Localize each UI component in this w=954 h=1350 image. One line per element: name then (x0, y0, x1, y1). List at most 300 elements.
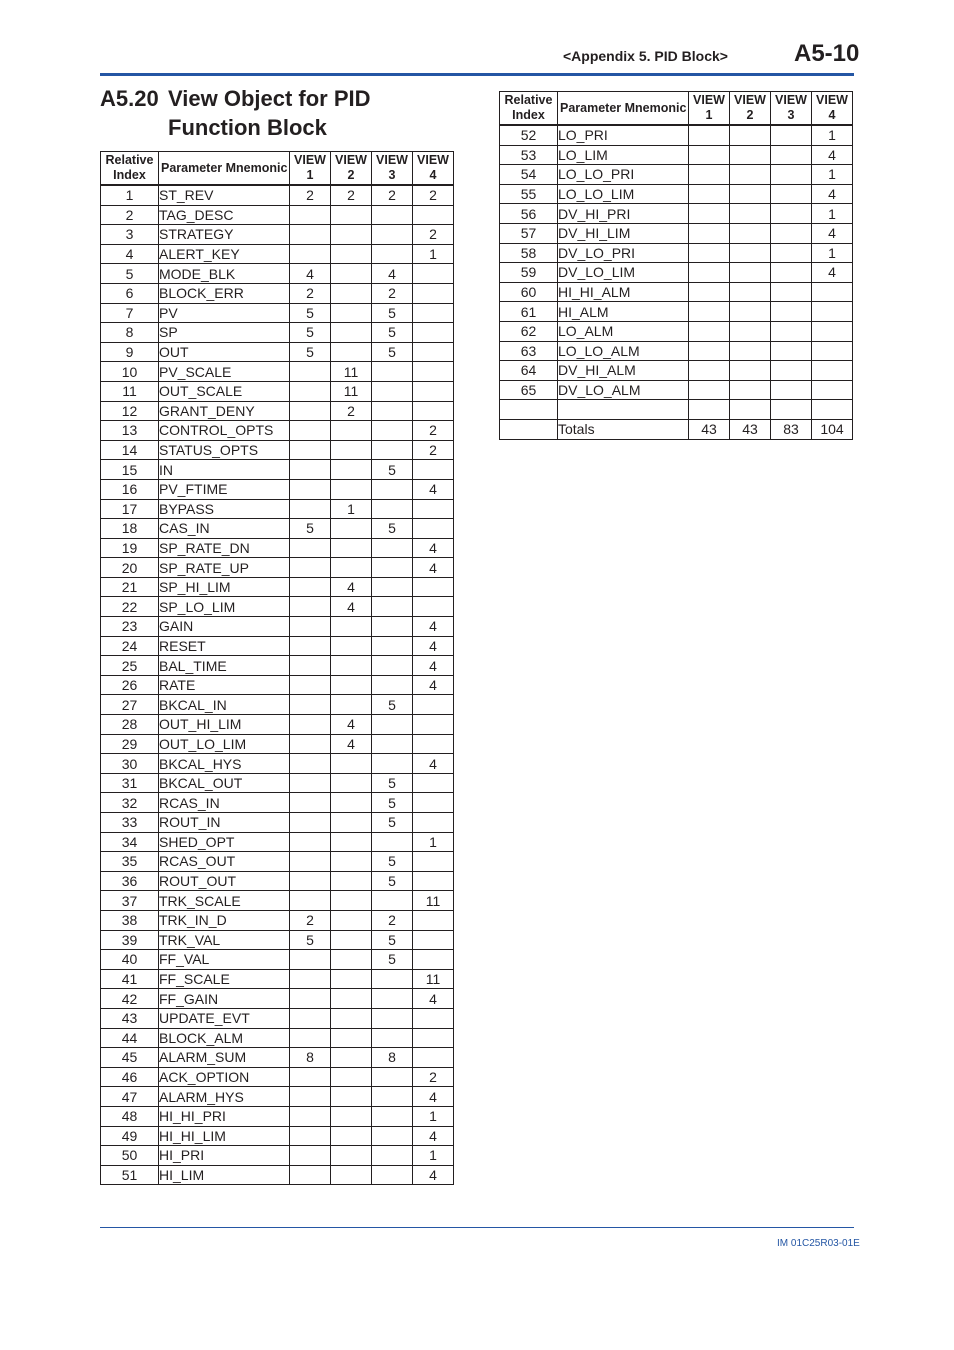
cell-view-1 (689, 282, 730, 302)
cell-view-1 (290, 440, 331, 460)
cell-view-3 (372, 832, 413, 852)
table-row (101, 1146, 454, 1166)
cell-view-2 (331, 813, 372, 833)
cell-view-2: 43 (730, 419, 771, 439)
cell-parameter-mnemonic: TAG_DESC (159, 205, 290, 225)
cell-view-2 (730, 361, 771, 381)
table-row (101, 734, 454, 754)
cell-parameter-mnemonic: BKCAL_IN (159, 695, 290, 715)
cell-view-4: 4 (413, 558, 454, 578)
cell-relative-index: 2 (101, 205, 159, 225)
cell-view-2: 2 (331, 185, 372, 205)
cell-view-2 (331, 617, 372, 637)
cell-view-3 (372, 440, 413, 460)
cell-view-4: 4 (413, 675, 454, 695)
cell-view-4: 4 (413, 656, 454, 676)
cell-view-1 (290, 1146, 331, 1166)
cell-relative-index: 18 (101, 519, 159, 539)
table-row (101, 225, 454, 245)
cell-view-3: 5 (372, 773, 413, 793)
cell-view-2 (331, 695, 372, 715)
cell-view-1 (689, 243, 730, 263)
column-header-parameter-mnemonic: Parameter Mnemonic (558, 92, 689, 126)
cell-view-1 (290, 656, 331, 676)
cell-view-3 (372, 656, 413, 676)
cell-view-1 (290, 381, 331, 401)
table-row (101, 362, 454, 382)
table-row (101, 1126, 454, 1146)
cell-view-4: 4 (812, 145, 853, 165)
cell-view-3: 5 (372, 342, 413, 362)
cell-parameter-mnemonic: UPDATE_EVT (159, 1008, 290, 1028)
table-row (101, 969, 454, 989)
table-header (101, 152, 454, 186)
table-row (101, 813, 454, 833)
cell-view-1 (290, 734, 331, 754)
cell-view-1 (689, 165, 730, 185)
table-row (101, 793, 454, 813)
cell-view-1 (290, 1126, 331, 1146)
cell-parameter-mnemonic: ROUT_OUT (159, 871, 290, 891)
cell-view-4: 4 (413, 1126, 454, 1146)
table-row (101, 597, 454, 617)
cell-view-1 (689, 380, 730, 400)
table-row (500, 282, 853, 302)
cell-parameter-mnemonic: TRK_VAL (159, 930, 290, 950)
cell-view-3: 5 (372, 930, 413, 950)
cell-view-3 (372, 225, 413, 245)
cell-relative-index: 20 (101, 558, 159, 578)
cell-view-1 (290, 813, 331, 833)
cell-view-4 (413, 460, 454, 480)
cell-view-3: 4 (372, 264, 413, 284)
cell-view-2 (331, 1087, 372, 1107)
cell-view-3 (372, 617, 413, 637)
cell-view-1: 8 (290, 1048, 331, 1068)
table-row (500, 419, 853, 439)
cell-view-1 (290, 1008, 331, 1028)
table-row (101, 617, 454, 637)
cell-parameter-mnemonic: LO_LIM (558, 145, 689, 165)
cell-view-4: 2 (413, 440, 454, 460)
cell-view-4 (413, 871, 454, 891)
cell-view-2 (331, 205, 372, 225)
cell-view-4 (413, 1028, 454, 1048)
cell-view-4: 1 (413, 832, 454, 852)
cell-view-2 (331, 832, 372, 852)
cell-view-2 (331, 1067, 372, 1087)
table-row (500, 204, 853, 224)
cell-relative-index: 41 (101, 969, 159, 989)
cell-parameter-mnemonic: HI_LIM (159, 1165, 290, 1185)
cell-parameter-mnemonic: DV_LO_PRI (558, 243, 689, 263)
cell-parameter-mnemonic: BAL_TIME (159, 656, 290, 676)
section-title-line1 (100, 84, 371, 113)
header-rule (100, 73, 854, 76)
cell-parameter-mnemonic: STRATEGY (159, 225, 290, 245)
cell-view-4 (413, 695, 454, 715)
cell-relative-index: 63 (500, 341, 558, 361)
section-title-line2: Function Block (168, 115, 327, 140)
cell-relative-index: 15 (101, 460, 159, 480)
cell-relative-index: 25 (101, 656, 159, 676)
cell-view-4: 4 (413, 617, 454, 637)
cell-view-1 (290, 617, 331, 637)
table-row (500, 184, 853, 204)
cell-view-2 (331, 519, 372, 539)
cell-view-2 (331, 950, 372, 970)
cell-view-3 (771, 263, 812, 283)
cell-relative-index: 33 (101, 813, 159, 833)
table-row (500, 223, 853, 243)
column-header-view-2: VIEW 2 (730, 92, 771, 126)
table-row (101, 558, 454, 578)
cell-relative-index: 58 (500, 243, 558, 263)
cell-view-3 (771, 204, 812, 224)
cell-view-4 (413, 205, 454, 225)
cell-view-3 (372, 675, 413, 695)
table-row (101, 832, 454, 852)
cell-view-3 (771, 302, 812, 322)
cell-view-1 (290, 421, 331, 441)
cell-relative-index: 8 (101, 323, 159, 343)
cell-parameter-mnemonic: RESET (159, 636, 290, 656)
cell-relative-index: 21 (101, 577, 159, 597)
cell-view-1: 2 (290, 910, 331, 930)
cell-view-4 (413, 342, 454, 362)
cell-parameter-mnemonic: BYPASS (159, 499, 290, 519)
cell-view-1 (290, 715, 331, 735)
cell-relative-index: 16 (101, 479, 159, 499)
table-row (101, 205, 454, 225)
cell-parameter-mnemonic: OUT (159, 342, 290, 362)
cell-view-1 (290, 1106, 331, 1126)
cell-parameter-mnemonic: HI_HI_ALM (558, 282, 689, 302)
cell-relative-index: 11 (101, 381, 159, 401)
cell-view-2 (331, 264, 372, 284)
table-row (101, 715, 454, 735)
cell-view-2 (730, 223, 771, 243)
cell-view-2 (331, 558, 372, 578)
cell-parameter-mnemonic: DV_HI_LIM (558, 223, 689, 243)
cell-view-3: 5 (372, 460, 413, 480)
cell-parameter-mnemonic: RCAS_IN (159, 793, 290, 813)
cell-view-2 (730, 321, 771, 341)
table-row (101, 695, 454, 715)
cell-parameter-mnemonic: LO_PRI (558, 125, 689, 145)
cell-view-4 (413, 734, 454, 754)
table-row (101, 460, 454, 480)
cell-view-3: 83 (771, 419, 812, 439)
table-row (101, 342, 454, 362)
cell-relative-index: 9 (101, 342, 159, 362)
cell-parameter-mnemonic: BKCAL_HYS (159, 754, 290, 774)
table-body-right (500, 125, 853, 439)
cell-view-1 (290, 225, 331, 245)
cell-view-2 (331, 910, 372, 930)
cell-view-1: 2 (290, 185, 331, 205)
cell-view-3 (372, 715, 413, 735)
cell-relative-index: 46 (101, 1067, 159, 1087)
cell-view-4: 2 (413, 1067, 454, 1087)
cell-view-3 (372, 989, 413, 1009)
cell-view-4: 4 (812, 263, 853, 283)
cell-relative-index: 13 (101, 421, 159, 441)
cell-view-4 (413, 401, 454, 421)
cell-view-3 (771, 165, 812, 185)
cell-view-3 (372, 1028, 413, 1048)
cell-view-1 (290, 950, 331, 970)
cell-view-3 (372, 734, 413, 754)
header-appendix-label: <Appendix 5. PID Block> (563, 48, 728, 64)
cell-view-3 (372, 891, 413, 911)
cell-view-3 (372, 1126, 413, 1146)
table-header-row (500, 92, 853, 126)
cell-view-2 (730, 184, 771, 204)
cell-parameter-mnemonic: SP_RATE_UP (159, 558, 290, 578)
cell-parameter-mnemonic: DV_LO_LIM (558, 263, 689, 283)
cell-view-1: 5 (290, 519, 331, 539)
cell-relative-index: 37 (101, 891, 159, 911)
cell-relative-index: 39 (101, 930, 159, 950)
section-number: A5.20 (100, 86, 159, 111)
table-row (101, 989, 454, 1009)
cell-view-4 (413, 1008, 454, 1028)
cell-view-4: 1 (413, 244, 454, 264)
table-row (101, 871, 454, 891)
cell-relative-index: 45 (101, 1048, 159, 1068)
table-row (101, 1028, 454, 1048)
cell-view-1 (290, 969, 331, 989)
cell-parameter-mnemonic: OUT_HI_LIM (159, 715, 290, 735)
cell-view-1 (290, 1028, 331, 1048)
cell-view-4 (413, 323, 454, 343)
cell-view-3 (771, 125, 812, 145)
cell-parameter-mnemonic: SP_LO_LIM (159, 597, 290, 617)
cell-view-4: 4 (413, 754, 454, 774)
cell-view-4 (812, 321, 853, 341)
column-header-parameter-mnemonic: Parameter Mnemonic (159, 152, 290, 186)
cell-relative-index: 36 (101, 871, 159, 891)
cell-view-1 (290, 577, 331, 597)
cell-view-3: 5 (372, 813, 413, 833)
cell-view-3 (372, 205, 413, 225)
table-row (101, 1106, 454, 1126)
table-row (101, 1165, 454, 1185)
cell-view-1: 5 (290, 303, 331, 323)
cell-parameter-mnemonic: HI_ALM (558, 302, 689, 322)
cell-view-4: 1 (812, 125, 853, 145)
cell-view-1 (290, 793, 331, 813)
cell-relative-index (500, 419, 558, 439)
cell-view-2 (331, 225, 372, 245)
cell-view-3 (372, 1087, 413, 1107)
table-row (101, 754, 454, 774)
view-object-table-left (100, 151, 454, 1185)
cell-view-3 (372, 362, 413, 382)
table-row (101, 1087, 454, 1107)
cell-relative-index: 32 (101, 793, 159, 813)
cell-view-3 (771, 400, 812, 420)
cell-view-1 (290, 205, 331, 225)
cell-view-2 (730, 400, 771, 420)
cell-parameter-mnemonic: Totals (558, 419, 689, 439)
cell-view-2 (331, 460, 372, 480)
table-row (101, 577, 454, 597)
cell-view-2 (331, 852, 372, 872)
table-row (101, 499, 454, 519)
cell-parameter-mnemonic: IN (159, 460, 290, 480)
cell-view-2 (331, 323, 372, 343)
cell-view-1 (290, 1087, 331, 1107)
cell-view-1 (689, 204, 730, 224)
cell-view-1 (290, 1165, 331, 1185)
cell-view-4 (413, 362, 454, 382)
cell-relative-index: 22 (101, 597, 159, 617)
cell-view-3 (372, 558, 413, 578)
cell-parameter-mnemonic: MODE_BLK (159, 264, 290, 284)
cell-view-2: 4 (331, 734, 372, 754)
cell-view-1 (290, 460, 331, 480)
cell-view-3: 5 (372, 793, 413, 813)
cell-relative-index: 64 (500, 361, 558, 381)
cell-parameter-mnemonic (558, 400, 689, 420)
cell-view-3 (372, 381, 413, 401)
cell-view-3 (372, 754, 413, 774)
cell-view-1: 5 (290, 930, 331, 950)
cell-view-2 (730, 380, 771, 400)
cell-relative-index: 30 (101, 754, 159, 774)
cell-view-3: 5 (372, 303, 413, 323)
cell-view-2 (331, 1048, 372, 1068)
table-header (500, 92, 853, 126)
cell-view-4: 4 (413, 1087, 454, 1107)
column-header-view-4: VIEW 4 (812, 92, 853, 126)
cell-view-2 (730, 125, 771, 145)
cell-view-2 (730, 145, 771, 165)
cell-relative-index: 57 (500, 223, 558, 243)
cell-view-3 (771, 341, 812, 361)
cell-view-4: 11 (413, 969, 454, 989)
table-row (500, 263, 853, 283)
cell-view-2 (331, 440, 372, 460)
cell-view-4 (413, 381, 454, 401)
cell-view-2: 4 (331, 577, 372, 597)
cell-view-2: 11 (331, 362, 372, 382)
cell-relative-index (500, 400, 558, 420)
cell-view-4: 4 (812, 223, 853, 243)
cell-view-2 (331, 479, 372, 499)
cell-parameter-mnemonic: PV (159, 303, 290, 323)
cell-view-4: 2 (413, 185, 454, 205)
cell-view-4: 104 (812, 419, 853, 439)
table-row (101, 656, 454, 676)
cell-view-4: 4 (812, 184, 853, 204)
cell-view-1: 43 (689, 419, 730, 439)
cell-view-2 (331, 303, 372, 323)
cell-view-4: 4 (413, 989, 454, 1009)
cell-parameter-mnemonic: GAIN (159, 617, 290, 637)
cell-view-2 (331, 754, 372, 774)
column-header-view-2: VIEW 2 (331, 152, 372, 186)
cell-view-3: 2 (372, 283, 413, 303)
cell-view-1 (290, 538, 331, 558)
cell-relative-index: 60 (500, 282, 558, 302)
cell-parameter-mnemonic: RATE (159, 675, 290, 695)
table-row (101, 675, 454, 695)
table-row (101, 636, 454, 656)
cell-relative-index: 48 (101, 1106, 159, 1126)
cell-view-3 (372, 1146, 413, 1166)
cell-view-1 (290, 499, 331, 519)
table-row (500, 243, 853, 263)
table-row (101, 1048, 454, 1068)
table-row (101, 323, 454, 343)
cell-view-2 (331, 891, 372, 911)
cell-relative-index: 23 (101, 617, 159, 637)
cell-relative-index: 29 (101, 734, 159, 754)
table-row (101, 401, 454, 421)
cell-view-4 (413, 519, 454, 539)
cell-view-1 (689, 361, 730, 381)
table-row (101, 950, 454, 970)
cell-parameter-mnemonic: ROUT_IN (159, 813, 290, 833)
table-row (101, 244, 454, 264)
cell-view-2 (331, 244, 372, 264)
cell-parameter-mnemonic: OUT_SCALE (159, 381, 290, 401)
column-header-relative-index: Relative Index (500, 92, 558, 126)
cell-view-2 (331, 1126, 372, 1146)
cell-parameter-mnemonic: TRK_IN_D (159, 910, 290, 930)
cell-view-4 (413, 283, 454, 303)
footer-doc-number: IM 01C25R03-01E (777, 1238, 860, 1249)
table-row (101, 421, 454, 441)
cell-view-4 (413, 499, 454, 519)
cell-view-4 (413, 715, 454, 735)
cell-relative-index: 51 (101, 1165, 159, 1185)
cell-relative-index: 12 (101, 401, 159, 421)
cell-relative-index: 5 (101, 264, 159, 284)
cell-parameter-mnemonic: SHED_OPT (159, 832, 290, 852)
column-header-view-3: VIEW 3 (372, 152, 413, 186)
cell-parameter-mnemonic: FF_VAL (159, 950, 290, 970)
cell-parameter-mnemonic: DV_HI_PRI (558, 204, 689, 224)
table-row (101, 930, 454, 950)
cell-view-3: 2 (372, 185, 413, 205)
cell-view-1 (290, 362, 331, 382)
table-row (101, 773, 454, 793)
cell-view-3 (372, 969, 413, 989)
cell-view-1 (290, 479, 331, 499)
cell-view-4 (812, 361, 853, 381)
cell-view-2 (331, 656, 372, 676)
cell-relative-index: 59 (500, 263, 558, 283)
cell-view-4 (413, 303, 454, 323)
cell-relative-index: 40 (101, 950, 159, 970)
cell-relative-index: 17 (101, 499, 159, 519)
cell-parameter-mnemonic: SP_HI_LIM (159, 577, 290, 597)
cell-view-3 (771, 282, 812, 302)
cell-view-3 (372, 401, 413, 421)
cell-relative-index: 42 (101, 989, 159, 1009)
cell-view-4: 4 (413, 479, 454, 499)
cell-view-1: 5 (290, 342, 331, 362)
cell-view-2 (730, 204, 771, 224)
cell-view-4 (413, 813, 454, 833)
cell-view-2 (730, 282, 771, 302)
cell-view-4 (812, 341, 853, 361)
cell-relative-index: 49 (101, 1126, 159, 1146)
